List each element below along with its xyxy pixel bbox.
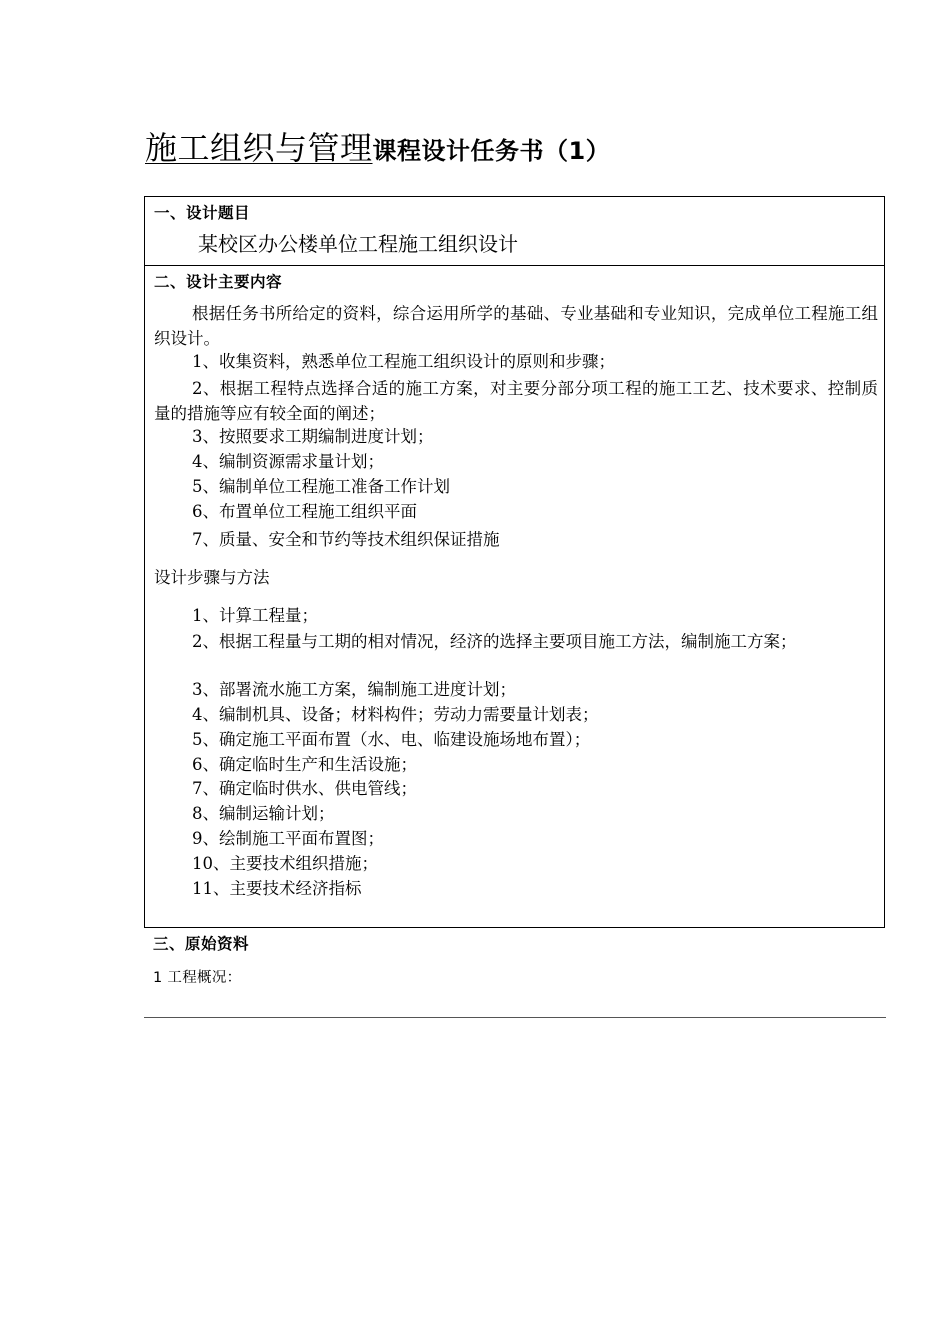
- design-topic-title: 某校区办公楼单位工程施工组织设计: [198, 232, 518, 256]
- step-item-4: 4、编制机具、设备；材料构件；劳动力需要量计划表；: [192, 705, 599, 724]
- content-item-7: 7、质量、安全和节约等技术组织保证措施: [192, 530, 500, 549]
- step-item-7: 7、确定临时供水、供电管线；: [192, 779, 417, 798]
- section-design-topic-heading: 一、设计题目: [154, 204, 251, 222]
- title-suffix: 课程设计任务书（1）: [372, 137, 611, 165]
- step-item-6: 6、确定临时生产和生活设施；: [192, 755, 417, 774]
- document-title: [145, 128, 610, 174]
- table-divider: [145, 265, 884, 266]
- step-item-3: 3、部署流水施工方案，编制施工进度计划；: [192, 680, 516, 699]
- step-item-11: 11、主要技术经济指标: [192, 879, 362, 898]
- content-item-3: 3、按照要求工期编制进度计划；: [192, 427, 434, 446]
- content-item-4: 4、编制资源需求量计划；: [192, 452, 384, 471]
- section-main-content-heading: 二、设计主要内容: [154, 273, 283, 291]
- task-table: [144, 196, 885, 928]
- content-item-5: 5、编制单位工程施工准备工作计划: [192, 477, 450, 496]
- step-item-9: 9、绘制施工平面布置图；: [192, 829, 384, 848]
- steps-heading: 设计步骤与方法: [154, 568, 270, 587]
- content-item-2: 2、根据工程特点选择合适的施工方案，对主要分部分项工程的施工工艺、技术要求、控制质量的措施等应有较全面的阐述；: [154, 379, 878, 423]
- intro-paragraph: 根据任务书所给定的资料，综合运用所学的基础、专业基础和专业知识，完成单位工程施工组织设计。: [154, 304, 878, 348]
- title-course-name: 施工组织与管理: [145, 129, 373, 167]
- content-item-6: 6、布置单位工程施工组织平面: [192, 502, 417, 521]
- step-item-5: 5、确定施工平面布置（水、电、临建设施场地布置）；: [192, 730, 591, 749]
- project-overview-item: 1 工程概况：: [153, 970, 242, 986]
- content-item-1: 1、收集资料，熟悉单位工程施工组织设计的原则和步骤；: [192, 352, 615, 371]
- step-item-8: 8、编制运输计划；: [192, 804, 335, 823]
- step-item-2: 2、根据工程量与工期的相对情况，经济的选择主要项目施工方法，编制施工方案；: [192, 632, 797, 651]
- bottom-rule: [144, 1017, 886, 1018]
- step-item-10: 10、主要技术组织措施；: [192, 854, 378, 873]
- section-original-data-heading: 三、原始资料: [153, 935, 250, 953]
- step-item-1: 1、计算工程量；: [192, 606, 318, 625]
